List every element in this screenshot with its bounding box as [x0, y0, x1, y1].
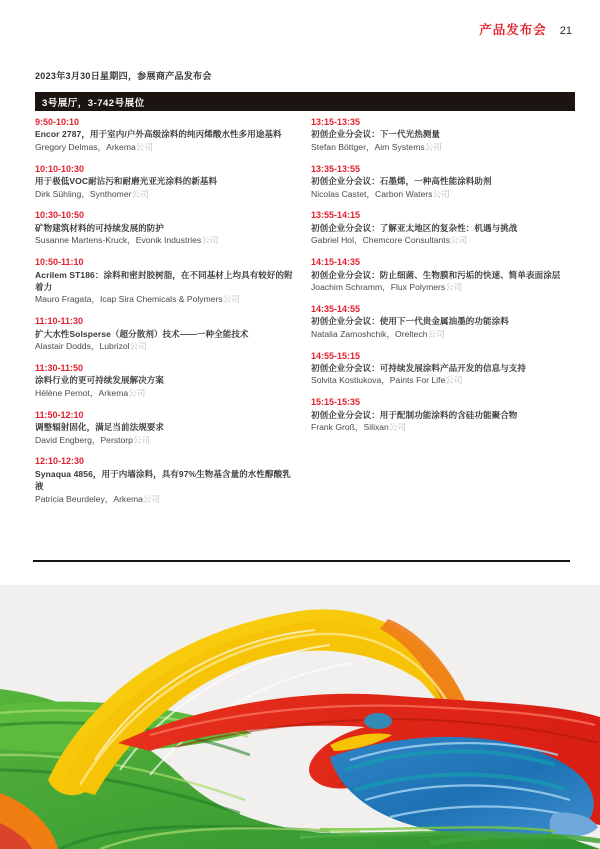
session-title: 初创企业分会议：了解亚太地区的复杂性：机遇与挑战 [311, 222, 518, 233]
session-time: 11:30-11:50 [35, 363, 84, 373]
session-speaker [311, 188, 575, 200]
session-speaker [35, 340, 299, 352]
session-time: 10:50-11:10 [35, 257, 84, 268]
paint-artwork-image [0, 585, 600, 849]
speaker-name: David Engberg，Perstorp [35, 434, 133, 445]
company-suffix: 公司 [427, 328, 445, 339]
company-suffix: 公司 [132, 434, 151, 445]
company-suffix: 公司 [129, 341, 147, 352]
session-entry [35, 455, 299, 505]
hall-banner [35, 92, 575, 111]
session-title: 初创企业分会议：防止细菌、生物膜和污垢的快速、简单表面涂层 [311, 269, 561, 280]
session-speaker [35, 234, 299, 246]
page-header-title: 产品发布会 [479, 23, 547, 37]
session-title: 初创企业分会议：使用下一代贵金属油墨的功能涂料 [311, 316, 509, 327]
session-entry [35, 116, 299, 153]
speaker-name: Patricia Beurdeley，Arkema [35, 493, 143, 504]
company-suffix: 公司 [131, 188, 149, 199]
session-title: 矿物建筑材料的可持续发展的防护 [35, 222, 165, 233]
session-entry [35, 256, 299, 306]
session-title: Encor 2787，用于室内/户外高级涂料的纯丙烯酸水性多用途基料 [35, 129, 282, 140]
session-speaker [35, 434, 299, 446]
company-suffix: 公司 [445, 375, 463, 386]
session-time: 10:30-10:50 [35, 210, 85, 221]
session-title: Synaqua 4856，用于内墙涂料，具有97%生物基含量的水性醇酸乳液 [35, 468, 291, 492]
session-entry [311, 350, 575, 387]
company-suffix: 公司 [222, 294, 240, 305]
session-entry [311, 163, 575, 200]
session-speaker [311, 141, 575, 153]
session-entry [311, 256, 575, 293]
session-time: 14:15-14:35 [311, 257, 361, 268]
session-entry [35, 163, 299, 200]
session-entry [35, 209, 299, 246]
session-time: 15:15-15:35 [311, 397, 361, 408]
session-entry [311, 396, 575, 433]
session-speaker [311, 421, 575, 433]
session-speaker [35, 293, 299, 305]
session-speaker [311, 281, 575, 293]
session-time: 13:15-13:35 [311, 117, 361, 127]
date-line: 2023年3月30日星期四，参展商产品发布会 [35, 71, 212, 81]
speaker-name: Dirk Sühling，Synthomer [35, 188, 132, 199]
session-title: Acrilem ST186：涂料和密封胶树脂，在不同基材上均具有较好的附着力 [35, 269, 293, 292]
speaker-name: Gabriel Hol，Chemcore Consultants [311, 235, 450, 246]
session-time: 12:10-12:30 [35, 456, 85, 467]
speaker-name: Mauro Fragata，Icap Sira Chemicals & Polymers [35, 294, 223, 305]
session-title: 扩大水性Solsperse（超分散剂）技术——一种全能技术 [35, 328, 249, 339]
speaker-name: Natalia Zamoshchik，Oreltech [311, 328, 428, 339]
session-entry [311, 303, 575, 340]
session-entry [35, 315, 299, 352]
company-suffix: 公司 [201, 235, 219, 246]
session-title: 涂料行业的更可持续发展解决方案 [35, 375, 165, 386]
speaker-name: Hélène Pernot，Arkema [35, 387, 129, 398]
section-divider [33, 560, 570, 562]
company-suffix: 公司 [424, 141, 442, 152]
speaker-name: Joachim Schramm，Flux Polymers [311, 281, 446, 292]
company-suffix: 公司 [450, 235, 468, 246]
session-time: 9:50-10:10 [35, 117, 80, 127]
session-entry [311, 116, 575, 153]
company-suffix: 公司 [445, 281, 463, 292]
session-time: 11:10-11:30 [35, 316, 84, 327]
session-time: 14:55-15:15 [311, 350, 361, 361]
session-time: 13:35-13:55 [311, 163, 361, 174]
session-title: 调整辐射固化，满足当前法规要求 [35, 422, 165, 433]
speaker-name: Stefan Böttger，Aim Systems [311, 141, 425, 152]
session-speaker [311, 328, 575, 340]
company-suffix: 公司 [432, 188, 450, 199]
speaker-name: Solvita Kostiukova，Paints For Life [311, 375, 446, 386]
page-number: 21 [559, 25, 572, 37]
schedule-column-right [311, 116, 575, 515]
session-entry [35, 362, 299, 399]
speaker-name: Susanne Martens-Kruck，Evonik Industries [35, 235, 202, 246]
speaker-name: Nicolas Castet，Carbon Waters [311, 188, 433, 199]
session-title: 初创企业分会议：石墨烯，一种高性能涂料助剂 [311, 176, 492, 187]
session-entry [35, 409, 299, 446]
session-title: 用于极低VOC耐沾污和耐磨光亚光涂料的新基料 [35, 176, 218, 187]
session-time: 14:35-14:55 [311, 303, 361, 314]
session-title: 初创企业分会议：可持续发展涂料产品开发的信息与支持 [311, 363, 527, 373]
page-header [479, 20, 572, 38]
hall-banner-text: 3号展厅，3-742号展位 [42, 97, 145, 109]
session-speaker [35, 493, 299, 505]
speaker-name: Alastair Dodds，Lubrizol [35, 341, 130, 352]
session-title: 初创企业分会议：下一代光热测量 [311, 129, 441, 140]
session-entry [311, 209, 575, 246]
company-suffix: 公司 [388, 422, 407, 433]
company-suffix: 公司 [135, 141, 153, 152]
session-time: 13:55-14:15 [311, 210, 361, 221]
session-speaker [35, 387, 299, 399]
company-suffix: 公司 [128, 387, 146, 398]
session-title: 初创企业分会议：用于配制功能涂料的含硅功能聚合物 [311, 409, 518, 420]
session-speaker [35, 141, 299, 153]
session-speaker [311, 234, 575, 246]
company-suffix: 公司 [142, 493, 161, 504]
session-time: 10:10-10:30 [35, 163, 85, 174]
schedule-column-left [35, 116, 299, 515]
session-time: 11:50-12:10 [35, 409, 84, 420]
session-speaker [35, 188, 299, 200]
schedule-columns [35, 116, 575, 515]
speaker-name: Frank Groß，Silixan [311, 422, 389, 433]
paint-strokes-graphic [0, 585, 600, 849]
session-speaker [311, 374, 575, 386]
speaker-name: Gregory Delmas，Arkema [35, 141, 136, 152]
